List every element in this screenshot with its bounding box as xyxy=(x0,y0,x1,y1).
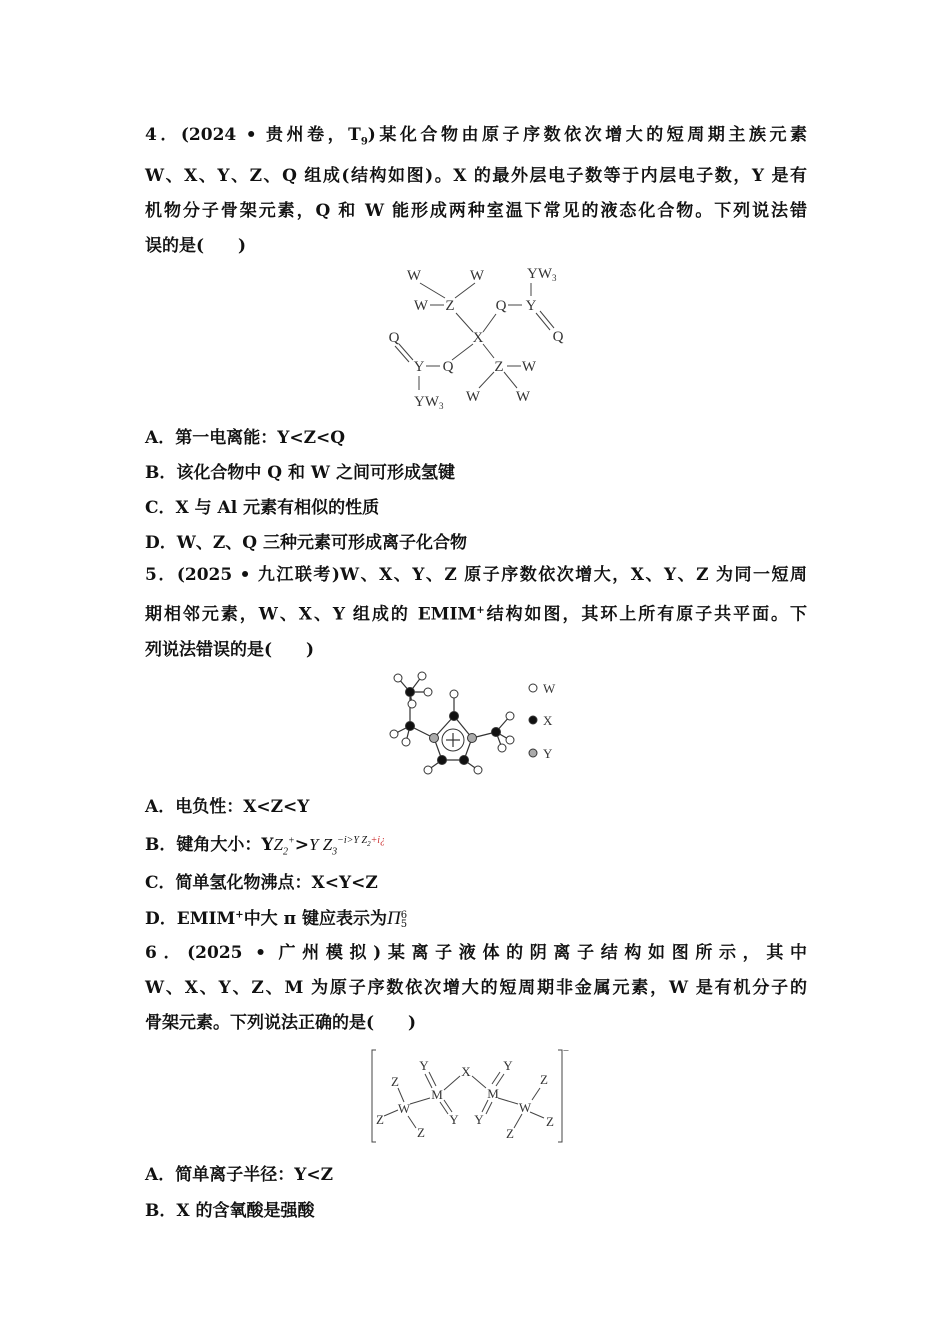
q6-atom-m: M xyxy=(431,1087,443,1102)
q4-atom-z: Z xyxy=(445,298,455,314)
q4-atom-w: W xyxy=(465,389,481,405)
legend-y-label: Y xyxy=(543,746,553,761)
q5-option-b[interactable]: B．键角大小：$YZ_2^+>Y$ $Z_3^{-i>Y Z_2+i¿}$ xyxy=(145,835,386,858)
q6-atom-z: Z xyxy=(540,1072,548,1087)
q4-option-d[interactable]: D．W、Z、Q 三种元素可形成离子化合物 xyxy=(145,533,467,553)
q4-atom-w: W xyxy=(413,298,429,314)
q5-option-c[interactable]: C．简单氢化物沸点：X<Y<Z xyxy=(145,873,378,893)
q6-atom-z: Z xyxy=(391,1074,399,1089)
q4-atom-q: Q xyxy=(552,329,564,345)
q4-atom-w: W xyxy=(406,268,422,284)
q6-atom-y: Y xyxy=(449,1112,459,1127)
legend-w-label: W xyxy=(543,681,556,696)
q4-atom-y: Y xyxy=(525,298,537,314)
question-5-stem xyxy=(145,558,807,668)
q6-anion-figure xyxy=(368,1046,574,1146)
q4-atom-z: Z xyxy=(494,359,504,375)
q6-option-a[interactable]: A．简单离子半径：Y<Z xyxy=(145,1165,333,1185)
q6-atom-w: W xyxy=(397,1101,411,1116)
q4-atom-q: Q xyxy=(442,359,454,375)
q6-atom-z: Z xyxy=(376,1112,384,1127)
q4-line-4: 误的是( ) xyxy=(145,236,247,257)
q4-atom-w: W xyxy=(469,268,485,284)
q4-atom-q: Q xyxy=(388,330,400,346)
q6-atom-x: X xyxy=(461,1064,471,1079)
q6-atom-y: Y xyxy=(419,1058,429,1073)
q5-line-2: 期相邻元素，W、X、Y 组成的 EMIM+结构如图，其环上所有原子共平面。下 xyxy=(145,604,808,625)
question-4-stem xyxy=(145,118,807,264)
q4-option-b[interactable]: B．该化合物中 Q 和 W 之间可形成氢键 xyxy=(145,463,455,483)
q4-group-yw3: $YW_3$ xyxy=(527,266,557,283)
q6-line-3: 骨架元素。下列说法正确的是( ) xyxy=(145,1013,417,1033)
q6-atom-w: W xyxy=(518,1100,532,1115)
q6-atom-y: Y xyxy=(503,1058,513,1073)
q4-line-1: 4．(2024 • 贵州卷，$T_9$)某化合物由原子序数依次增大的短周期主族元素 xyxy=(145,125,808,148)
q5-emim-figure xyxy=(382,664,572,782)
q5-legend xyxy=(529,681,556,761)
q4-atom-w: W xyxy=(521,359,537,375)
q6-atom-y: Y xyxy=(474,1112,484,1127)
q4-line-2: W、X、Y、Z、Q 组成(结构如图)。X 的最外层电子数等于内层电子数，Y 是有 xyxy=(145,166,807,187)
legend-x-label: X xyxy=(543,713,553,728)
q4-option-c[interactable]: C．X 与 Al 元素有相似的性质 xyxy=(145,498,380,518)
q6-charge: − xyxy=(562,1046,570,1057)
q5-option-d[interactable]: D．EMIM+中大 π 键应表示为Π 6 5 xyxy=(145,908,408,930)
q4-line-3: 机物分子骨架元素，Q 和 W 能形成两种室温下常见的液态化合物。下列说法错 xyxy=(145,201,807,222)
q6-atom-m: M xyxy=(487,1086,499,1101)
q6-line-1: 6．(2025 • 广州模拟)某离子液体的阴离子结构如图所示，其中 xyxy=(145,943,807,963)
q4-atom-y: Y xyxy=(413,359,425,375)
q5-line-1: 5．(2025 • 九江联考)W、X、Y、Z 原子序数依次增大，X、Y、Z 为同一短周 xyxy=(145,565,807,585)
q4-atom-q: Q xyxy=(495,298,507,314)
q6-option-b[interactable]: B．X 的含氧酸是强酸 xyxy=(145,1201,315,1221)
q4-atom-x: X xyxy=(472,330,484,346)
q4-group-yw3: $YW_3$ xyxy=(414,394,444,411)
q6-atom-z: Z xyxy=(506,1126,514,1141)
q6-line-2: W、X、Y、Z、M 为原子序数依次增大的短周期非金属元素，W 是有机分子的 xyxy=(145,978,807,998)
q5-option-a[interactable]: A．电负性：X<Z<Y xyxy=(145,797,310,817)
q4-structure-figure xyxy=(380,258,580,416)
question-6-stem xyxy=(145,936,807,1041)
q4-option-a[interactable]: A．第一电离能：Y<Z<Q xyxy=(145,428,346,448)
q6-atom-z: Z xyxy=(417,1125,425,1140)
q4-atom-w: W xyxy=(515,389,531,405)
q5-line-3: 列说法错误的是( ) xyxy=(145,639,315,660)
q6-atom-z: Z xyxy=(546,1114,554,1129)
